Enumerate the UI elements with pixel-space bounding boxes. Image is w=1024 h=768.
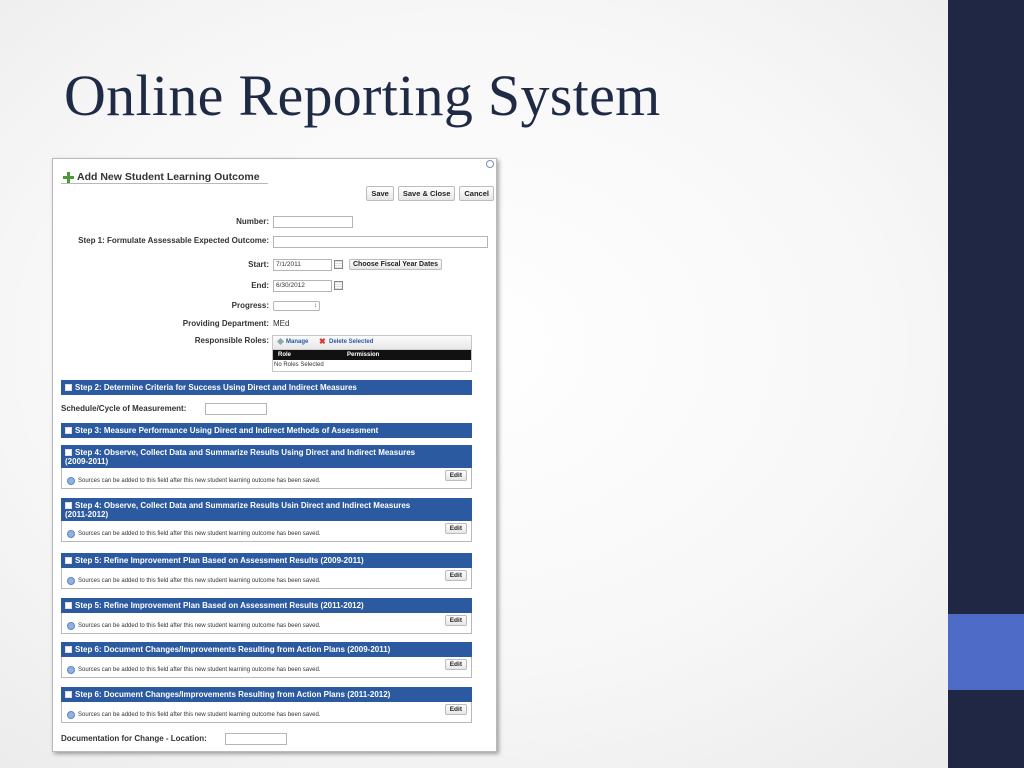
roles-panel [272,335,472,372]
delete-selected-link[interactable]: Delete Selected [329,339,374,345]
step5-2009-section-header[interactable] [61,553,472,568]
progress-label: Progress: [231,301,269,310]
step5-2009-title: Step 5: Refine Improvement Plan Based on Assessment Results (2009-2011) [75,556,364,565]
schedule-label: Schedule/Cycle of Measurement: [61,404,187,413]
info-icon [67,622,75,630]
pencil-icon [277,338,284,345]
step6-2009-title: Step 6: Document Changes/Improvements Resulting from Action Plans (2009-2011) [75,645,391,654]
sources-note [67,530,321,538]
step4-2011-section-header[interactable] [61,498,472,521]
info-icon [67,577,75,585]
step6-2011-section-header[interactable] [61,687,472,702]
step4-2009-title: Step 4: Observe, Collect Data and Summarize Results Using Direct and Indirect Measures [75,448,416,457]
documentation-input[interactable] [225,733,287,745]
edit-button[interactable]: Edit [445,704,467,715]
sources-note [67,477,321,485]
role-column-header: Role [278,352,292,358]
department-label: Providing Department: [182,319,269,328]
step4-2011-title: Step 4: Observe, Collect Data and Summarize Results Usin Direct and Indirect Measures [75,501,411,510]
collapse-icon[interactable] [65,602,72,609]
sources-note-text: Sources can be added to this field after this new student learning outcome has been saved. [78,478,321,484]
sources-note-text: Sources can be added to this field after this new student learning outcome has been saved. [78,578,321,584]
roles-toolbar [273,336,471,350]
collapse-icon[interactable] [65,691,72,698]
step4-2009-years: (2009-2011) [65,457,109,466]
step4-2009-section-body [61,468,472,489]
sources-note-text: Sources can be added to this field after this new student learning outcome has been saved. [78,712,321,718]
step6-2009-section-body [61,657,472,678]
step5-2011-section-body [61,613,472,634]
sources-note [67,577,321,585]
edit-button[interactable]: Edit [445,523,467,534]
add-outcome-form-window [52,158,497,752]
sources-note-text: Sources can be added to this field after this new student learning outcome has been saved. [78,667,321,673]
title-divider [61,183,268,184]
chevron-updown-icon: ↕ [314,303,317,309]
roles-empty-text: No Roles Selected [274,362,324,368]
sources-note-text: Sources can be added to this field after this new student learning outcome has been saved. [78,623,321,629]
collapse-icon[interactable] [65,449,72,456]
step4-2011-section-body [61,521,472,542]
step6-2009-section-header[interactable] [61,642,472,657]
form-title [63,171,260,183]
department-value: MEd [273,319,290,328]
step4-2011-years: (2011-2012) [65,510,109,519]
delete-icon: ✖ [319,337,326,346]
collapse-icon[interactable] [65,557,72,564]
step5-2011-section-header[interactable] [61,598,472,613]
save-close-button[interactable]: Save & Close [398,186,456,201]
manage-roles-link[interactable]: Manage [286,339,309,345]
start-label: Start: [248,260,269,269]
step2-section-header[interactable] [61,380,472,395]
start-date-input[interactable]: 7/1/2011 [273,259,332,271]
step4-2009-section-header[interactable] [61,445,472,468]
step1-textarea[interactable] [273,236,488,248]
start-calendar-icon[interactable] [334,260,343,269]
end-calendar-icon[interactable] [334,281,343,290]
end-date-input[interactable]: 6/30/2012 [273,280,332,292]
sources-note [67,622,321,630]
sources-note-text: Sources can be added to this field after this new student learning outcome has been saved. [78,531,321,537]
end-label: End: [251,281,269,290]
edit-button[interactable]: Edit [445,615,467,626]
collapse-icon[interactable] [65,502,72,509]
info-icon [67,530,75,538]
permission-column-header: Permission [347,352,380,358]
expand-icon[interactable] [65,427,72,434]
edit-button[interactable]: Edit [445,470,467,481]
step3-title: Step 3: Measure Performance Using Direct and Indirect Methods of Assessment [75,426,379,435]
progress-select[interactable] [273,301,320,311]
roles-table-header [273,350,471,360]
step3-section-header[interactable] [61,423,472,438]
info-icon [67,477,75,485]
choose-fiscal-year-button[interactable]: Choose Fiscal Year Dates [349,259,442,270]
step6-2011-section-body [61,702,472,723]
resize-icon[interactable] [486,160,494,168]
step2-title: Step 2: Determine Criteria for Success Using Direct and Indirect Measures [75,383,357,392]
roles-label: Responsible Roles: [194,336,269,345]
info-icon [67,711,75,719]
step5-2009-section-body [61,568,472,589]
number-input[interactable] [273,216,353,228]
documentation-label: Documentation for Change - Location: [61,734,207,743]
step1-label: Step 1: Formulate Assessable Expected Outcome: [78,236,269,245]
schedule-input[interactable] [205,403,267,415]
expand-icon[interactable] [65,384,72,391]
sources-note [67,666,321,674]
edit-button[interactable]: Edit [445,659,467,670]
side-accent-block [948,614,1024,690]
collapse-icon[interactable] [65,646,72,653]
sources-note [67,711,321,719]
slide-title: Online Reporting System [64,63,661,128]
plus-icon [63,172,74,183]
form-toolbar [366,186,494,201]
info-icon [67,666,75,674]
number-label: Number: [236,217,269,226]
step6-2011-title: Step 6: Document Changes/Improvements Resulting from Action Plans (2011-2012) [75,690,391,699]
form-title-text: Add New Student Learning Outcome [77,171,260,183]
save-button[interactable]: Save [366,186,394,201]
step5-2011-title: Step 5: Refine Improvement Plan Based on Assessment Results (2011-2012) [75,601,364,610]
edit-button[interactable]: Edit [445,570,467,581]
cancel-button[interactable]: Cancel [459,186,494,201]
